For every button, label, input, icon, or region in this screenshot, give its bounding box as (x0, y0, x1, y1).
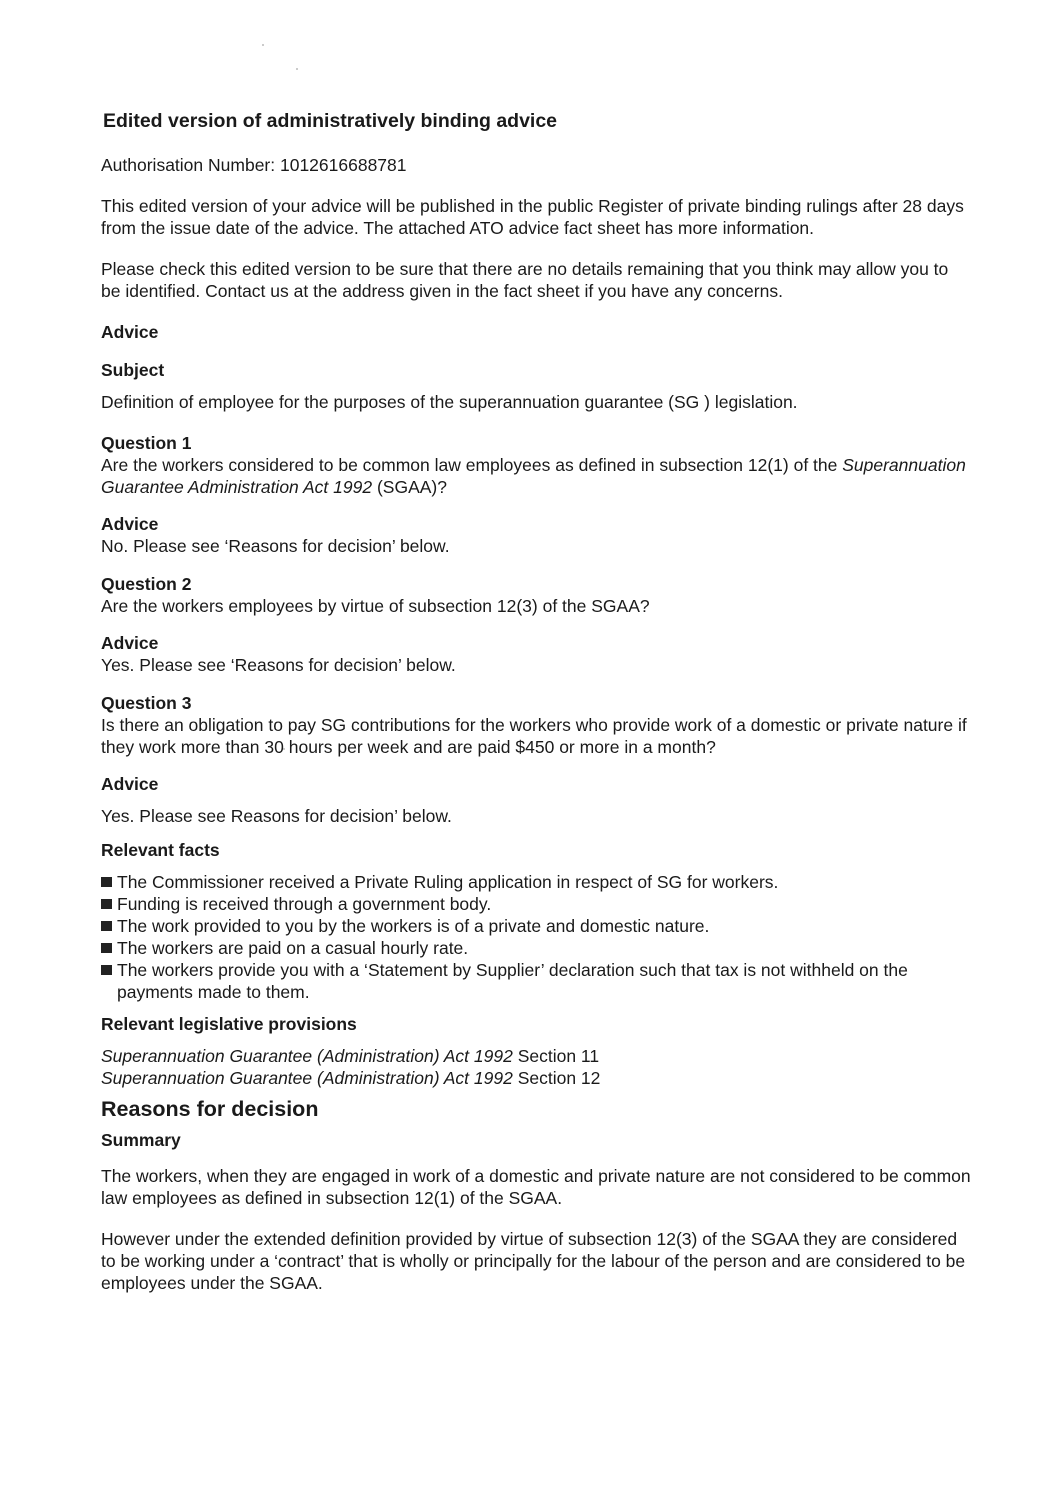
subject-text: Definition of employee for the purposes of the superannuation guarantee (SG ) legislation. (101, 392, 798, 412)
fact-text: The work provided to you by the workers is of a private and domestic nature. (117, 916, 710, 936)
act-title: Superannuation Guarantee (Administration) Act 1992 (101, 1068, 513, 1088)
advice-text: No. Please see ‘Reasons for decision’ below. (101, 536, 450, 556)
advice-3 (101, 773, 971, 827)
intro-paragraph-1: This edited version of your advice will be published in the public Register of private binding rulings after 28 days from the issue date of the advice. The attached ATO advice fact sheet has more information. (101, 196, 964, 238)
question-text: Are the workers employees by virtue of subsection 12(3) of the SGAA? (101, 596, 650, 616)
reasons-heading: Reasons for decision (101, 1097, 319, 1121)
advice-text: Yes. Please see Reasons for decision’ below. (101, 806, 452, 826)
fact-text: Funding is received through a government body. (117, 894, 492, 914)
fact-text: The Commissioner received a Private Ruling application in respect of SG for workers. (117, 872, 779, 892)
authorisation-number: Authorisation Number: 1012616688781 (101, 155, 407, 175)
section-ref: Section 12 (512, 1068, 601, 1088)
question-1 (101, 432, 971, 498)
question-text: Is there an obligation to pay SG contributions for the workers who provide work of a domestic or private nature if they work more than 30 hours per week and are paid $450 or more in a month? (101, 715, 967, 757)
scan-speck (296, 68, 298, 70)
intro-paragraph-2: Please check this edited version to be sure that there are no details remaining that you think may allow you to be identified. Contact us at the address given in the fact sheet if you have any concerns. (101, 259, 949, 301)
summary-heading: Summary (101, 1130, 181, 1150)
square-bullet-icon (101, 965, 112, 975)
list-item (101, 893, 971, 915)
question-label: Question 1 (101, 433, 192, 453)
list-item (101, 937, 971, 959)
document-title: Edited version of administratively binding advice (103, 110, 558, 132)
list-item (101, 871, 971, 893)
advice-label: Advice (101, 633, 159, 653)
question-text-part: (SGAA)? (372, 477, 447, 497)
question-label: Question 3 (101, 693, 192, 713)
advice-heading: Advice (101, 322, 159, 342)
fact-text: The workers provide you with a ‘Statement by Supplier’ declaration such that tax is not withheld on the payments made to them. (117, 960, 908, 1002)
square-bullet-icon (101, 877, 112, 887)
advice-label: Advice (101, 514, 159, 534)
document-page (101, 108, 971, 1313)
advice-label: Advice (101, 774, 159, 794)
list-item (101, 915, 971, 937)
provision-item (101, 1067, 971, 1089)
square-bullet-icon (101, 899, 112, 909)
relevant-facts-heading: Relevant facts (101, 840, 220, 860)
advice-2 (101, 632, 971, 676)
square-bullet-icon (101, 943, 112, 953)
question-2 (101, 573, 971, 617)
square-bullet-icon (101, 921, 112, 931)
summary-paragraph-2: However under the extended definition provided by virtue of subsection 12(3) of the SGAA they are considered to be working under a ‘contract’ that is wholly or principally for the labour of the person and are considered to be employees under the SGAA. (101, 1229, 966, 1293)
provisions-list (101, 1045, 971, 1089)
list-item (101, 959, 971, 1003)
advice-text: Yes. Please see ‘Reasons for decision’ below. (101, 655, 456, 675)
provision-item (101, 1045, 971, 1067)
advice-1 (101, 513, 971, 557)
section-ref: Section 11 (512, 1046, 600, 1066)
summary-paragraph-1: The workers, when they are engaged in work of a domestic and private nature are not considered to be common law employees as defined in subsection 12(1) of the SGAA. (101, 1166, 971, 1208)
fact-text: The workers are paid on a casual hourly rate. (117, 938, 469, 958)
question-text (101, 454, 971, 498)
question-label: Question 2 (101, 574, 192, 594)
legislative-provisions-heading: Relevant legislative provisions (101, 1014, 357, 1034)
act-title: Superannuation Guarantee Administration Act 1992 (101, 455, 966, 497)
question-3 (101, 692, 971, 758)
scan-speck (262, 44, 264, 46)
question-text-part: Are the workers considered to be common law employees as defined in subsection 12(1) of the (101, 455, 843, 475)
act-title: Superannuation Guarantee (Administration) Act 1992 (101, 1046, 513, 1066)
facts-list (101, 871, 971, 1003)
subject-heading: Subject (101, 360, 165, 380)
